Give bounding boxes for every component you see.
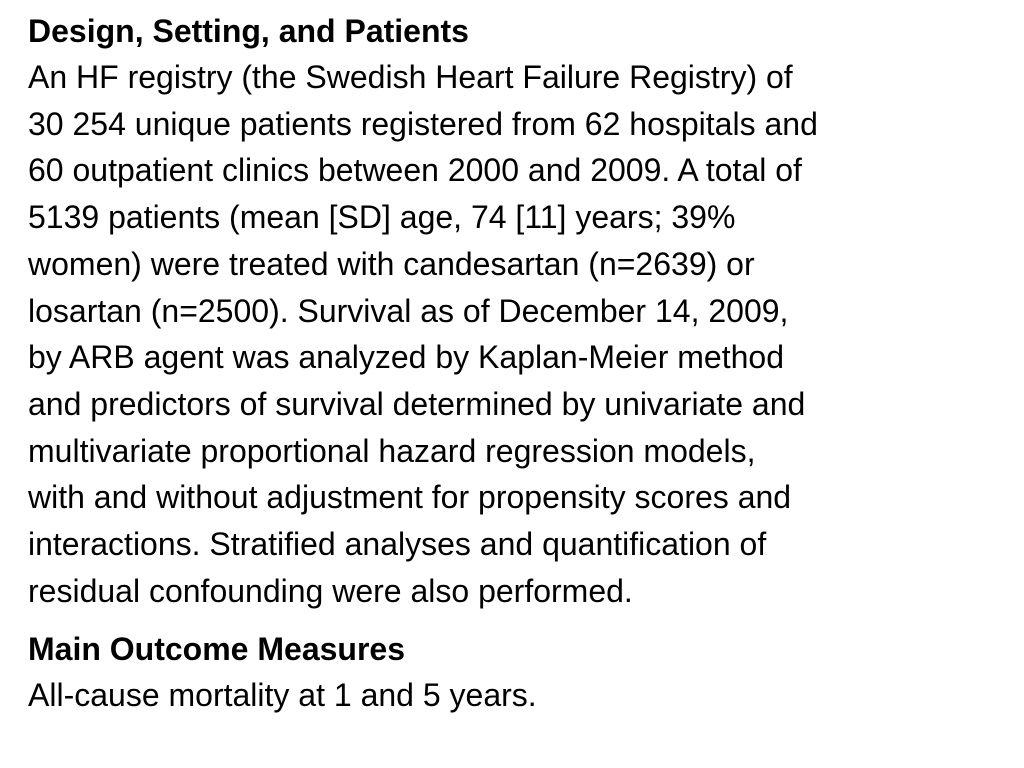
- body-line: residual confounding were also performed.: [28, 572, 633, 609]
- document-page: [28, 8, 1018, 719]
- body-line: All-cause mortality at 1 and 5 years.: [28, 677, 537, 714]
- body-line: 5139 patients (mean [SD] age, 74 [11] years; 39%: [28, 199, 736, 236]
- body-line: multivariate proportional hazard regression models,: [28, 432, 756, 469]
- section-heading: Main Outcome Measures: [28, 631, 405, 668]
- design-setting-patients-section: [28, 8, 1018, 614]
- body-line: with and without adjustment for propensity scores and: [28, 479, 792, 516]
- body-line: women) were treated with candesartan (n=2639) or: [28, 245, 755, 282]
- body-line: losartan (n=2500). Survival as of December 14, 2009,: [28, 292, 789, 329]
- body-line: 30 254 unique patients registered from 62 hospitals and: [28, 105, 818, 142]
- body-line: and predictors of survival determined by univariate and: [28, 385, 806, 422]
- section-body: [28, 54, 1018, 614]
- body-line: An HF registry (the Swedish Heart Failure Registry) of: [28, 59, 793, 95]
- section-body: [28, 672, 1018, 719]
- body-line: by ARB agent was analyzed by Kaplan-Meier method: [28, 339, 784, 376]
- body-line: interactions. Stratified analyses and quantification of: [28, 526, 767, 563]
- body-line: 60 outpatient clinics between 2000 and 2009. A total of: [28, 152, 802, 189]
- section-heading: Design, Setting, and Patients: [28, 13, 469, 49]
- main-outcome-measures-section: [28, 626, 1018, 719]
